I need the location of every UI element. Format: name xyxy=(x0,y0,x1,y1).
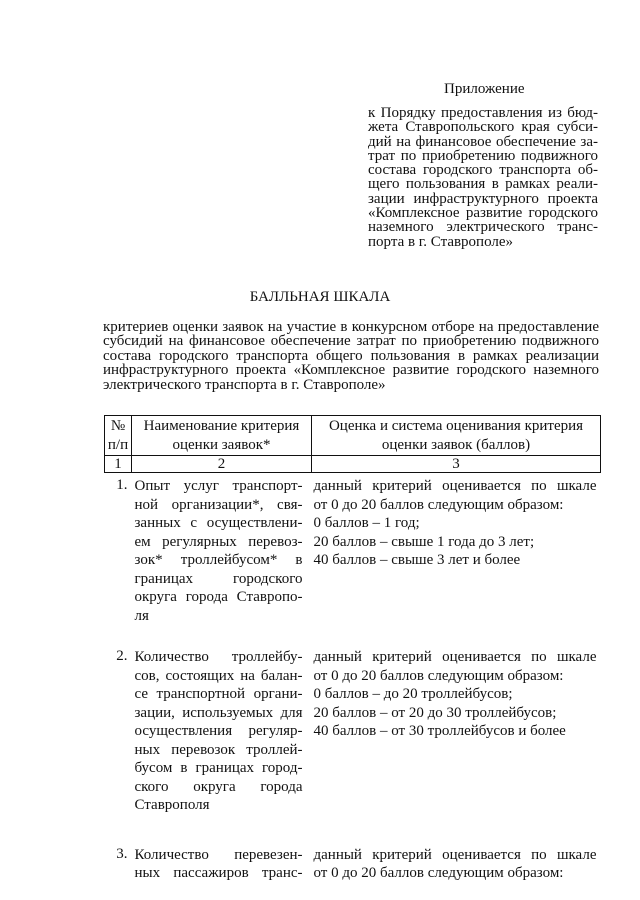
cell-line: 20 баллов – от 20 до 30 троллейбусов; xyxy=(313,704,557,721)
appendix-line: трат по приобретению подвижного xyxy=(368,147,598,164)
cell-line: 40 баллов – свыше 3 лет и более xyxy=(313,552,521,568)
cell-line: Количество перевезен- xyxy=(134,846,303,863)
appendix-title: Приложение xyxy=(444,81,525,97)
header-line: № xyxy=(110,418,126,434)
appendix-line: «Комплексное развитие городского xyxy=(368,205,598,222)
cell-line: зок* троллейбусом* в xyxy=(134,552,303,568)
cell-line: 20 баллов – свыше 1 года до 3 лет; xyxy=(313,533,535,550)
subtitle-line: инфраструктурного проекта «Комплексное развитие городского наземного xyxy=(103,362,599,379)
appendix-line: к Порядку предоставления из бюд- xyxy=(368,105,598,121)
subtitle-line: электрического транспорта в г. Ставрополе» xyxy=(103,376,386,393)
cell-line: ных перевозок троллей- xyxy=(134,741,303,758)
cell-line: се транспортной органи- xyxy=(134,686,303,702)
subtitle-line: субсидий на финансовое обеспечение затрат по приобретению подвижного xyxy=(103,333,599,350)
column-number: 2 xyxy=(132,456,312,473)
table-row xyxy=(105,625,601,815)
cell-line: 40 баллов – от 30 троллейбусов и более xyxy=(313,723,566,739)
header-scoring xyxy=(312,416,601,456)
criteria-table xyxy=(104,415,601,883)
table-header-row xyxy=(105,416,601,456)
cell-line: ной организации*, свя- xyxy=(134,496,303,513)
cell-line: данный критерий оценивается по шкале xyxy=(313,846,597,863)
document-title: БАЛЛЬНАЯ ШКАЛА xyxy=(249,289,391,305)
appendix-text xyxy=(368,106,598,249)
cell-line: ных пассажиров транс- xyxy=(134,865,303,881)
criterion-scoring xyxy=(312,473,601,626)
cell-line: бусом в границах город- xyxy=(134,760,303,776)
appendix-line: состава городского транспорта об- xyxy=(368,162,598,179)
cell-line: занных с осуществлени- xyxy=(134,515,303,531)
appendix-line: порта в г. Ставрополе» xyxy=(368,233,514,250)
row-number: 3. xyxy=(116,845,128,862)
cell-line: сов, состоящих на балан- xyxy=(134,667,303,684)
appendix-line: щего пользования в рамках реали- xyxy=(368,176,598,193)
criterion-scoring xyxy=(312,625,601,815)
cell-line: от 0 до 20 баллов следующим образом: xyxy=(313,496,564,513)
subtitle-line: критериев оценки заявок на участие в конкурсном отборе на предоставление xyxy=(103,319,599,335)
cell-line: ля xyxy=(134,607,149,624)
column-number-row xyxy=(105,456,601,473)
table-row xyxy=(105,473,601,626)
cell-line: данный критерий оценивается по шкале xyxy=(313,649,597,665)
header-line: оценки заявок* xyxy=(172,437,271,453)
cell-line: данный критерий оценивается по шкале xyxy=(313,478,597,494)
table-row xyxy=(105,815,601,883)
cell-line: от 0 до 20 баллов следующим образом: xyxy=(313,865,564,881)
header-line: Наименование критерия xyxy=(143,418,300,434)
header-criterion-name xyxy=(132,416,312,456)
cell-line: 0 баллов – 1 год; xyxy=(313,515,420,531)
cell-line: от 0 до 20 баллов следующим образом: xyxy=(313,667,564,684)
criterion-name xyxy=(132,815,312,883)
row-number: 2. xyxy=(116,648,128,664)
cell-line: 0 баллов – до 20 троллейбусов; xyxy=(313,686,513,702)
header-number xyxy=(105,416,132,456)
subtitle-line: состава городского транспорта общего пользования в рамках реализации xyxy=(103,347,599,364)
header-line: оценки заявок (баллов) xyxy=(381,437,531,453)
criterion-scoring xyxy=(312,815,601,883)
cell-line: ского округа города xyxy=(134,778,303,795)
criterion-name xyxy=(132,625,312,815)
criterion-name xyxy=(132,473,312,626)
cell-line: границах городского xyxy=(134,570,303,587)
appendix-line: наземного электрического транс- xyxy=(368,219,598,236)
cell-line: осуществления регуляр- xyxy=(134,723,303,739)
cell-line: Ставрополя xyxy=(134,797,210,813)
header-line: Оценка и система оценивания критерия xyxy=(328,418,584,434)
column-number: 3 xyxy=(312,456,601,473)
header-line: п/п xyxy=(107,437,129,453)
appendix-line: зации инфраструктурного проекта xyxy=(368,190,598,207)
appendix-line: жета Ставропольского края субси- xyxy=(368,119,598,136)
cell-line: ем регулярных перевоз- xyxy=(134,533,303,550)
column-number: 1 xyxy=(105,456,132,473)
cell-line: округа города Ставропо- xyxy=(134,589,303,605)
appendix-line: дий на финансовое обеспечение за- xyxy=(368,133,598,150)
cell-line: Количество троллейбу- xyxy=(134,649,303,665)
cell-line: Опыт услуг транспорт- xyxy=(134,478,303,494)
cell-line: зации, используемых для xyxy=(134,704,303,721)
document-subtitle xyxy=(103,320,599,392)
row-number: 1. xyxy=(116,477,128,493)
